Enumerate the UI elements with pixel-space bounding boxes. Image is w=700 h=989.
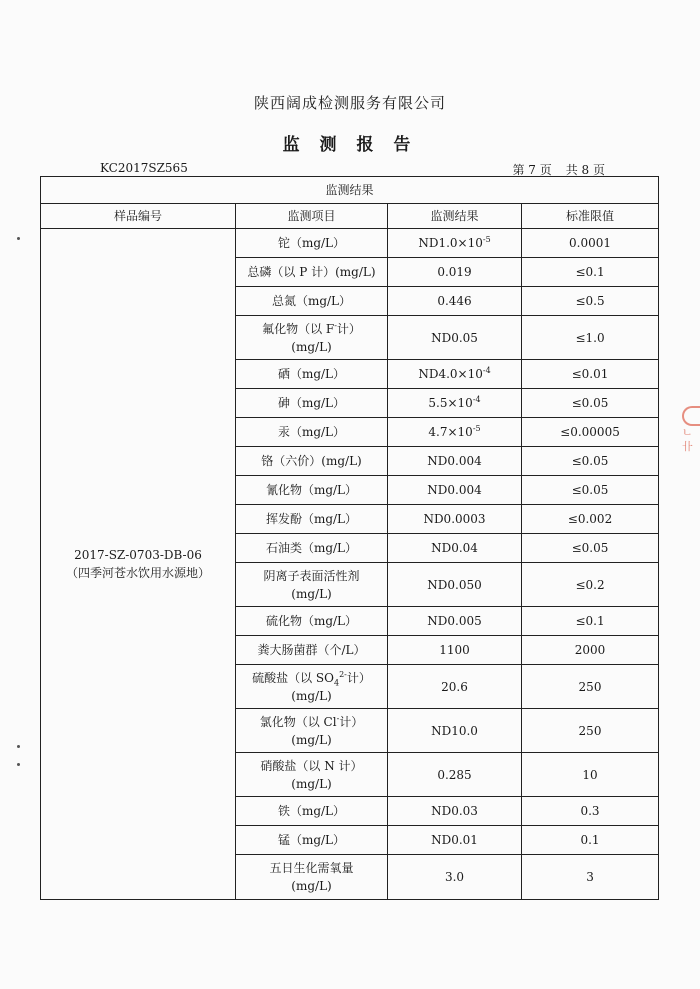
limit-cell: ≤0.5 xyxy=(522,287,659,316)
result-cell: 0.019 xyxy=(388,258,522,287)
limit-cell: 250 xyxy=(522,709,659,753)
limit-cell: 3 xyxy=(522,855,659,900)
item-cell: 汞（mg/L） xyxy=(236,418,388,447)
result-cell: $5.5\times 10^{-4}$ xyxy=(388,389,522,418)
item-cell: 氟化物（以 F-计） (mg/L) xyxy=(236,316,388,360)
section-title: 监测结果 xyxy=(41,177,659,204)
limit-cell: ≤0.1 xyxy=(522,607,659,636)
result-cell: ND0.004 xyxy=(388,447,522,476)
result-cell: ND0.01 xyxy=(388,826,522,855)
result-cell: ND0.004 xyxy=(388,476,522,505)
item-cell: 粪大肠菌群（个/L） xyxy=(236,636,388,665)
limit-cell: 0.1 xyxy=(522,826,659,855)
header-limit: 标准限值 xyxy=(522,204,659,229)
limit-cell: ≤0.002 xyxy=(522,505,659,534)
sample-id: 2017-SZ-0703-DB-06 xyxy=(74,548,202,562)
item-cell: 阴离子表面活性剂 (mg/L) xyxy=(236,563,388,607)
result-cell: ND0.04 xyxy=(388,534,522,563)
result-cell: ND0.050 xyxy=(388,563,522,607)
result-cell: 0.446 xyxy=(388,287,522,316)
header-sample-id: 样品编号 xyxy=(41,204,236,229)
item-cell: 硫酸盐（以 $SO_4^{2-}$计） (mg/L) xyxy=(236,665,388,709)
limit-cell: 10 xyxy=(522,753,659,797)
item-cell: 铊（mg/L） xyxy=(236,229,388,258)
result-cell: ND0.0003 xyxy=(388,505,522,534)
sample-location: （四季河苍水饮用水源地） xyxy=(65,566,210,580)
item-cell: 砷（mg/L） xyxy=(236,389,388,418)
item-cell: 硝酸盐（以 N 计） (mg/L) xyxy=(236,753,388,797)
item-cell: 锰（mg/L） xyxy=(236,826,388,855)
company-name: 陕西阔成检测服务有限公司 xyxy=(253,94,446,112)
seal-text: ㄴ 卝 xyxy=(682,426,693,453)
limit-cell: 0.0001 xyxy=(522,229,659,258)
result-cell: 3.0 xyxy=(388,855,522,900)
report-title: 监 测 报 告 xyxy=(282,135,418,155)
report-number: KC2017SZ565 xyxy=(100,161,188,175)
result-cell: ND0.05 xyxy=(388,316,522,360)
item-cell: 铬（六价）(mg/L) xyxy=(236,447,388,476)
item-cell: 总磷（以 P 计）(mg/L) xyxy=(236,258,388,287)
limit-cell: ≤0.00005 xyxy=(522,418,659,447)
item-cell: 氯化物（以 Cl-计） (mg/L) xyxy=(236,709,388,753)
binding-hole-dot xyxy=(17,237,20,240)
item-cell: 硫化物（mg/L） xyxy=(236,607,388,636)
binding-hole-dot xyxy=(17,763,20,766)
seal-arc-icon xyxy=(682,406,700,426)
limit-cell: ≤0.05 xyxy=(522,389,659,418)
result-cell: $4.7\times 10^{-5}$ xyxy=(388,418,522,447)
result-cell: $ND1.0\times 10^{-5}$ xyxy=(388,229,522,258)
item-cell: 硒（mg/L） xyxy=(236,360,388,389)
seal-stamp-edge xyxy=(682,402,700,462)
item-cell: 氰化物（mg/L） xyxy=(236,476,388,505)
result-cell: ND10.0 xyxy=(388,709,522,753)
item-cell: 挥发酚（mg/L） xyxy=(236,505,388,534)
page-current: 第 7 页 xyxy=(512,163,552,177)
sample-cell xyxy=(41,229,236,900)
result-cell: 20.6 xyxy=(388,665,522,709)
item-cell: 总氮（mg/L） xyxy=(236,287,388,316)
limit-cell: 2000 xyxy=(522,636,659,665)
binding-hole-dot xyxy=(17,745,20,748)
result-cell: 1100 xyxy=(388,636,522,665)
limit-cell: ≤0.05 xyxy=(522,534,659,563)
limit-cell: 0.3 xyxy=(522,797,659,826)
header-result: 监测结果 xyxy=(388,204,522,229)
limit-cell: ≤0.1 xyxy=(522,258,659,287)
result-cell: 0.285 xyxy=(388,753,522,797)
limit-cell: ≤0.05 xyxy=(522,476,659,505)
table-row xyxy=(41,229,659,258)
limit-cell: ≤0.01 xyxy=(522,360,659,389)
header-item: 监测项目 xyxy=(236,204,388,229)
limit-cell: ≤0.05 xyxy=(522,447,659,476)
limit-cell: ≤0.2 xyxy=(522,563,659,607)
result-cell: $ND4.0\times 10^{-4}$ xyxy=(388,360,522,389)
limit-cell: ≤1.0 xyxy=(522,316,659,360)
result-cell: ND0.03 xyxy=(388,797,522,826)
item-cell: 铁（mg/L） xyxy=(236,797,388,826)
item-cell: 五日生化需氧量 (mg/L) xyxy=(236,855,388,900)
page-total: 共 8 页 xyxy=(565,163,605,177)
item-cell: 石油类（mg/L） xyxy=(236,534,388,563)
result-cell: ND0.005 xyxy=(388,607,522,636)
limit-cell: 250 xyxy=(522,665,659,709)
results-table xyxy=(40,176,659,900)
